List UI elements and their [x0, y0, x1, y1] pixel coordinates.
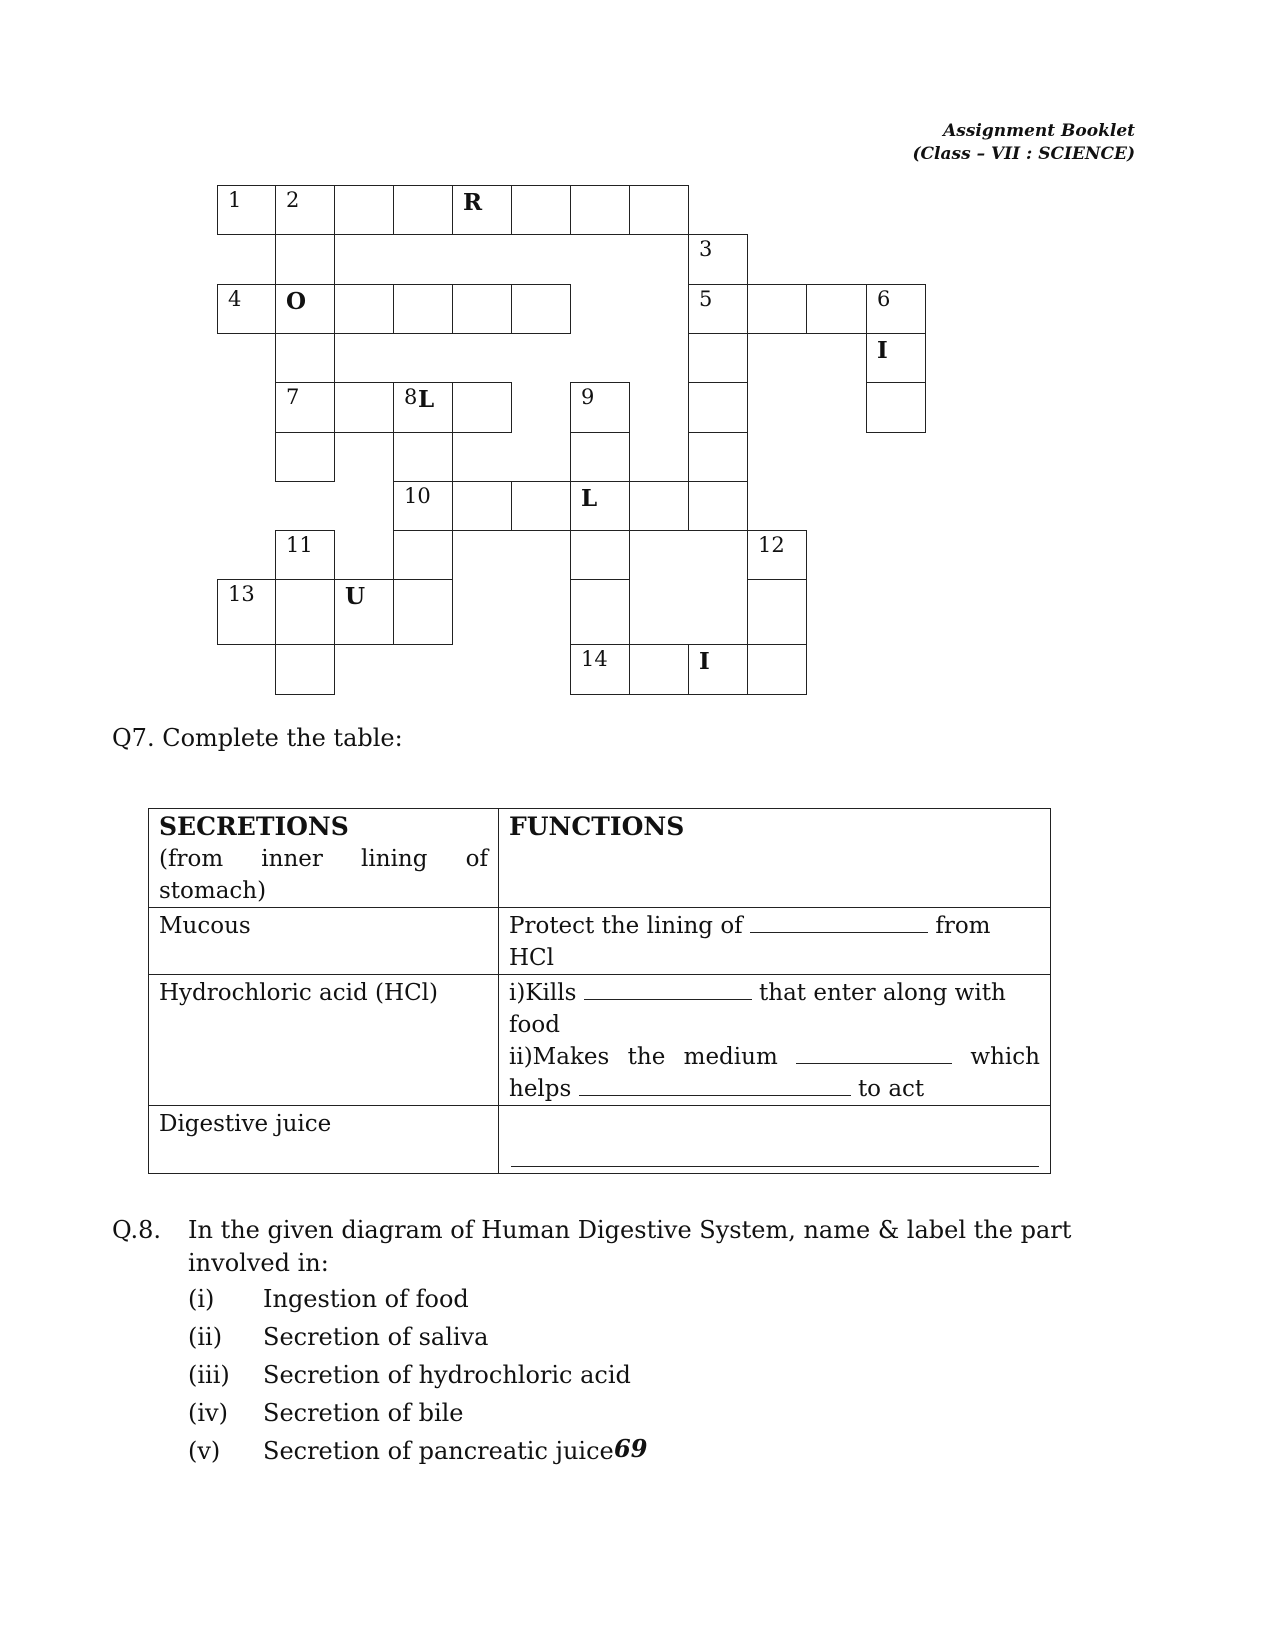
- crossword-cell[interactable]: [570, 530, 630, 580]
- function-text: helps: [509, 1076, 572, 1102]
- crossword-cell[interactable]: [275, 333, 335, 383]
- answer-blank[interactable]: [796, 1041, 952, 1064]
- crossword-cell[interactable]: [275, 644, 335, 695]
- crossword-cell[interactable]: [393, 530, 453, 580]
- crossword-cell[interactable]: [393, 432, 453, 482]
- secretions-table: [148, 808, 1051, 1174]
- functions-header-cell: [499, 809, 1051, 908]
- q8-item-text: Secretion of pancreatic juice: [263, 1437, 614, 1465]
- crossword-cell[interactable]: [629, 644, 689, 695]
- function-text: i)Kills: [509, 980, 577, 1006]
- crossword-cell[interactable]: [393, 284, 453, 334]
- crossword-cell[interactable]: [275, 579, 335, 645]
- crossword-cell[interactable]: [688, 333, 748, 383]
- clue-number: 14: [581, 647, 608, 671]
- crossword-cell[interactable]: [275, 185, 335, 235]
- q8-item-text: Ingestion of food: [263, 1285, 469, 1313]
- crossword-cell[interactable]: [275, 284, 335, 334]
- q8-item-number: (ii): [188, 1323, 223, 1351]
- q8-item: [188, 1356, 1162, 1394]
- q8-item-text: Secretion of bile: [263, 1399, 464, 1427]
- q8-item-number: (i): [188, 1285, 215, 1313]
- crossword-cell[interactable]: [629, 185, 689, 235]
- clue-number: 6: [877, 287, 891, 311]
- crossword-cell[interactable]: [275, 382, 335, 433]
- subheading-word: (from: [159, 846, 224, 872]
- crossword-cell[interactable]: [393, 481, 453, 531]
- crossword-cell[interactable]: [629, 481, 689, 531]
- function-text: ii)Makes: [509, 1044, 610, 1070]
- crossword-cell[interactable]: [570, 579, 630, 645]
- function-text: that enter along with food: [509, 980, 1006, 1038]
- subheading-word: lining: [361, 846, 428, 872]
- given-letter: I: [877, 337, 888, 364]
- mucous-cell: Mucous: [149, 908, 499, 975]
- q8-item-number: (iii): [188, 1361, 230, 1389]
- clue-number: 3: [699, 237, 713, 261]
- clue-number: 2: [286, 188, 300, 212]
- given-letter: U: [345, 583, 366, 610]
- subheading-word: stomach): [159, 878, 267, 904]
- crossword-cell[interactable]: [747, 284, 807, 334]
- subheading-word: of: [465, 846, 488, 872]
- given-letter: O: [286, 288, 307, 315]
- hcl-function-line-2: [509, 1041, 1040, 1073]
- q8-item: [188, 1280, 1162, 1318]
- answer-blank[interactable]: [511, 1144, 1039, 1167]
- mucous-function-cell: [499, 908, 1051, 975]
- functions-heading: FUNCTIONS: [509, 812, 685, 841]
- hcl-function-line-1: [509, 977, 1040, 1041]
- crossword-cell[interactable]: [452, 382, 512, 433]
- clue-number: 7: [286, 385, 300, 409]
- q8-item: [188, 1394, 1162, 1432]
- crossword-cell[interactable]: [275, 530, 335, 580]
- crossword-cell[interactable]: [275, 234, 335, 285]
- clue-number: 10: [404, 484, 431, 508]
- crossword-cell[interactable]: [688, 234, 748, 285]
- crossword-cell[interactable]: [570, 432, 630, 482]
- crossword-cell[interactable]: [866, 382, 926, 433]
- secretions-subheading: [159, 843, 488, 875]
- crossword-cell[interactable]: [334, 382, 394, 433]
- hcl-function-line-3: [509, 1073, 1040, 1105]
- answer-blank[interactable]: [579, 1073, 851, 1096]
- crossword-cell[interactable]: [511, 481, 571, 531]
- crossword-cell[interactable]: [570, 185, 630, 235]
- crossword-cell[interactable]: [334, 185, 394, 235]
- clue-number: 13: [228, 582, 255, 606]
- crossword-cell[interactable]: [452, 185, 512, 235]
- crossword-cell[interactable]: [866, 333, 926, 383]
- subheading-word: inner: [261, 846, 323, 872]
- crossword-cell[interactable]: [806, 284, 867, 334]
- booklet-header: [912, 120, 1135, 166]
- crossword-cell[interactable]: [688, 432, 748, 482]
- function-text: the: [627, 1044, 666, 1070]
- crossword-cell[interactable]: [452, 481, 512, 531]
- crossword-cell[interactable]: [688, 382, 748, 433]
- crossword-cell[interactable]: [217, 185, 276, 235]
- crossword-cell[interactable]: [334, 284, 394, 334]
- crossword-cell[interactable]: [511, 185, 571, 235]
- q8-question: [112, 1214, 1162, 1470]
- digestive-juice-cell: Digestive juice: [149, 1106, 499, 1174]
- crossword-cell[interactable]: [452, 284, 512, 334]
- crossword-cell[interactable]: [393, 579, 453, 645]
- function-text: from HCl: [509, 913, 991, 971]
- crossword-cell[interactable]: [688, 481, 748, 531]
- clue-number: 1: [228, 188, 242, 212]
- q8-item: [188, 1318, 1162, 1356]
- answer-blank[interactable]: [750, 910, 928, 933]
- crossword-cell[interactable]: [511, 284, 571, 334]
- function-text: Protect the lining of: [509, 913, 743, 939]
- function-text: medium: [683, 1044, 778, 1070]
- clue-number: 12: [758, 533, 785, 557]
- crossword-cell[interactable]: [393, 185, 453, 235]
- crossword-cell[interactable]: [570, 382, 630, 433]
- crossword-cell[interactable]: [866, 284, 926, 334]
- q8-item: [188, 1432, 1162, 1470]
- given-letter: R: [463, 189, 483, 216]
- function-text: which: [970, 1044, 1040, 1070]
- q8-item-text: Secretion of saliva: [263, 1323, 489, 1351]
- answer-blank[interactable]: [584, 977, 752, 1000]
- q8-text: In the given diagram of Human Digestive System, name & label the part involved in:: [188, 1216, 1072, 1277]
- clue-number: 8: [404, 385, 418, 409]
- crossword-cell[interactable]: [688, 644, 748, 695]
- crossword-cell[interactable]: [747, 579, 807, 645]
- given-letter: I: [699, 648, 710, 675]
- crossword-cell[interactable]: [393, 382, 453, 433]
- hcl-cell: Hydrochloric acid (HCl): [149, 975, 499, 1106]
- clue-number: 4: [228, 287, 242, 311]
- crossword-cell[interactable]: [275, 432, 335, 482]
- hcl-function-cell: [499, 975, 1051, 1106]
- clue-number: 11: [286, 533, 313, 557]
- crossword-cell[interactable]: [747, 644, 807, 695]
- secretions-heading: SECRETIONS: [159, 812, 349, 841]
- q8-item-text: Secretion of hydrochloric acid: [263, 1361, 631, 1389]
- q8-item-number: (v): [188, 1437, 221, 1465]
- digestive-juice-function-cell: [499, 1106, 1051, 1174]
- q7-title: Q7. Complete the table:: [112, 724, 403, 752]
- q8-items-list: [188, 1280, 1162, 1470]
- given-letter: L: [418, 386, 435, 413]
- q8-item-number: (iv): [188, 1399, 228, 1427]
- page-number: 69: [614, 1434, 648, 1463]
- header-class: (Class – VII : SCIENCE): [912, 144, 1135, 164]
- q8-number: Q.8.: [112, 1216, 162, 1244]
- function-text: to act: [857, 1076, 925, 1102]
- header-title: Assignment Booklet: [943, 121, 1135, 141]
- clue-number: 9: [581, 385, 595, 409]
- crossword-cell[interactable]: [570, 644, 630, 695]
- crossword-cell[interactable]: [217, 579, 276, 645]
- crossword-cell[interactable]: [217, 284, 276, 334]
- clue-number: 5: [699, 287, 713, 311]
- secretions-header-cell: [149, 809, 499, 908]
- crossword-cell[interactable]: [747, 530, 807, 580]
- crossword-cell[interactable]: [570, 481, 630, 531]
- crossword-cell[interactable]: [688, 284, 748, 334]
- given-letter: L: [581, 485, 598, 512]
- crossword-cell[interactable]: [334, 579, 394, 645]
